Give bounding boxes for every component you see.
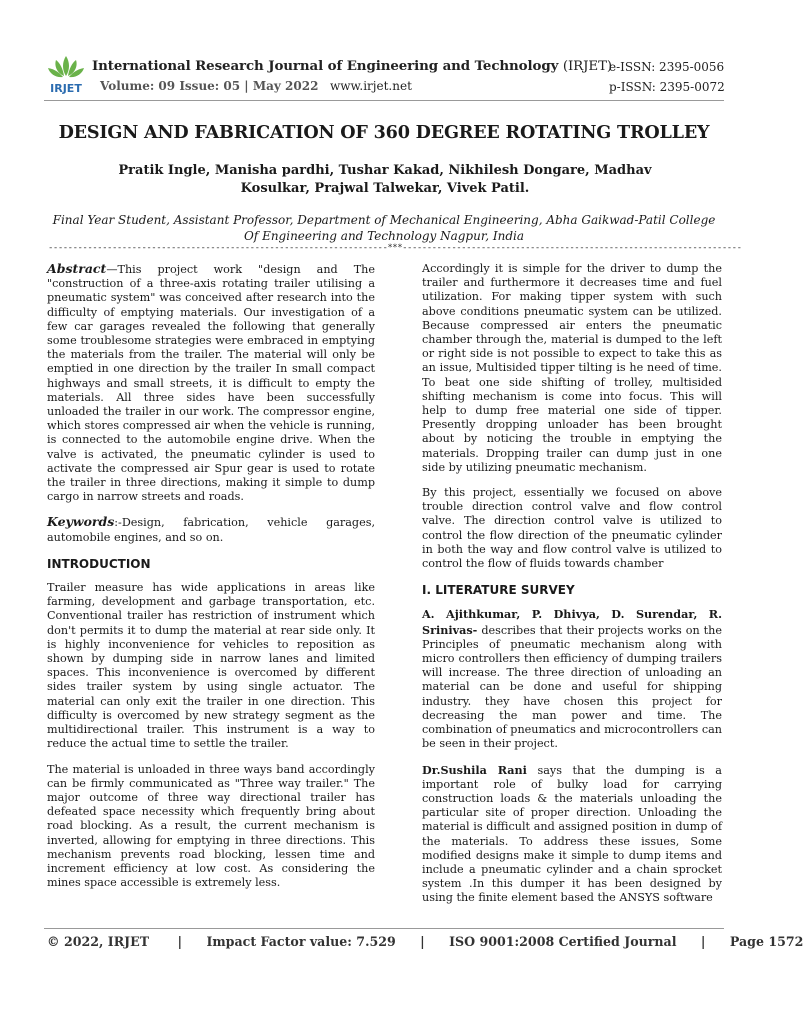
intro-paragraph-1: Trailer measure has wide applications in areas like farming, development and garbage transportation, etc. Conventional trailer has restriction of instrument which don't permits it to dump the material at rear side only. It is highly inconvenience for vehicles to reposition as shown by dumping side in narrow lanes and limited spaces. This inconvenience is overcomed by different sides trailer system by using single actuator. The material can only exit the trailer in one direction. This difficulty is overcomed by new strategy segment as the multidirectional trailer. This instrument is a way to reduce the actual time to settle the trailer. xyxy=(47,581,375,751)
abstract-text: —This project work "design and The "construction of a three-axis rotating trailer utilising a pneumatic system" was conceived after research into the difficulty of emptying materials. Our investigation of a few car garages revealed the following that generally some troublesome strategies were embraced in emptying the materials from the trailer. The material will only be emptied in one direction by the trailer In small compact highways and small streets, it is difficult to empty the materials. All three sides have been successfully unloaded the trailer in our work. The compressor engine, which stores compressed air when the vehicle is running, is connected to the automobile engine drive. When the valve is activated, the pneumatic cylinder is used to activate the compressed air Spur gear is used to rotate the trailer in three directions, making it simple to dump cargo in narrow streets and roads. xyxy=(47,263,375,504)
footer-rule xyxy=(44,928,724,929)
keywords-label: Keywords xyxy=(47,514,115,530)
intro-paragraph-2: The material is unloaded in three ways band accordingly can be firmly communicated as "Three way trailer." The major outcome of three way directional trailer has defeated space necessity which frequently bring about road blocking. As a result, the current mechanism is inverted, allowing for emptying in three directions. This mechanism prevents road blocking, lessen time and increment efficiency at low cost. As considering the mines space accessible is extremely less. xyxy=(47,762,375,890)
pissn: p-ISSN: 2395-0072 xyxy=(609,80,725,94)
footer-iso: ISO 9001:2008 Certified Journal xyxy=(449,934,677,949)
right-paragraph-2: By this project, essentially we focused on above trouble direction control valve and flow control valve. The direction control valve is utilized to control the flow direction of the pneumatic cylinder in both the way and flow control valve is utilized to control the flow of fluids towards chamber xyxy=(422,486,722,571)
left-column xyxy=(47,262,375,890)
footer-divider: | xyxy=(420,934,425,949)
abstract-label: Abstract xyxy=(47,261,107,276)
header-rule xyxy=(44,100,724,101)
footer-impact-factor: Impact Factor value: 7.529 xyxy=(206,934,396,949)
keywords-text: :-Design, fabrication, vehicle garages, automobile engines, and so on. xyxy=(47,516,375,544)
right-paragraph-1: Accordingly it is simple for the driver to dump the trailer and furthermore it decreases time and fuel utilization. For making tipper system with such above conditions pneumatic system can be utilized. Because compressed air enters the pneumatic chamber through the, material is dumped to the left or right side is not possible to expect to take this as an issue, Multisided tipper tilting is he need of time. To beat one side shifting of trolley, multisided shifting mechanism is come into focus. This will help to dump free material one side of tipper. Presently dropping unloader has been brought about by noticing the trouble in emptying the materials. Dropping trailer can dump just in one side by utilizing pneumatic mechanism. xyxy=(422,262,722,474)
journal-url[interactable]: www.irjet.net xyxy=(330,79,412,93)
footer-divider: | xyxy=(700,934,706,949)
journal-name: International Research Journal of Engineering and Technology (IRJET) xyxy=(92,58,613,74)
volume-issue: Volume: 09 Issue: 05 | May 2022 xyxy=(100,79,319,93)
footer-divider: | xyxy=(177,934,183,949)
literature-survey-heading: I. LITERATURE SURVEY xyxy=(422,583,575,598)
keywords xyxy=(47,515,375,544)
footer-copyright: © 2022, IRJET xyxy=(47,934,150,949)
reference-2 xyxy=(422,763,722,906)
reference-1-authors: A. Ajithkumar, P. Dhivya, D. Surendar, R. Srinivas- xyxy=(422,607,722,637)
paper-affiliation: Final Year Student, Assistant Professor, Department of Mechanical Engineering, Abha Gaikwad-Patil College Of Engineering and Technology Nagpur, India xyxy=(52,213,716,243)
introduction-heading: INTRODUCTION xyxy=(47,556,151,571)
right-column xyxy=(422,262,722,906)
section-separator: ---------------------------------------------------------------------***--------------------------------------------------------------------- xyxy=(48,243,742,253)
eissn: e-ISSN: 2395-0056 xyxy=(609,60,725,74)
journal-logo xyxy=(44,52,88,98)
abstract xyxy=(47,262,375,504)
reference-2-authors: Dr.Sushila Rani xyxy=(422,762,527,777)
paper-authors: Pratik Ingle, Manisha pardhi, Tushar Kakad, Nikhilesh Dongare, Madhav Kosulkar, Prajwal Talwekar, Vivek Patil. xyxy=(118,163,652,196)
reference-2-text: says that the dumping is a important role of bulky load for carrying construction loads & the materials unloading the particular site of proper direction. Unloading the material is difficult and assigned position in dump of the materials. To address these issues, Some modified designs make it simple to dump items and include a pneumatic cylinder and a chain sprocket system .In this dumper it has been designed by using the finite element based the ANSYS software xyxy=(422,763,722,905)
paper-title: DESIGN AND FABRICATION OF 360 DEGREE ROTATING TROLLEY xyxy=(58,122,710,143)
footer-page-number: Page 1572 xyxy=(729,934,803,949)
svg-text:IRJET: IRJET xyxy=(50,82,82,95)
reference-1-text: describes that their projects works on the Principles of pneumatic mechanism along with micro controllers then efficiency of dumping trailers will increase. The three direction of unloading an material can be done and useful for shipping industry. they have chosen this project for decreasing the man power and time. The combination of pneumatics and microcontrollers can be seen in their project. xyxy=(422,623,722,751)
page-footer xyxy=(47,934,803,949)
reference-1 xyxy=(422,607,722,751)
